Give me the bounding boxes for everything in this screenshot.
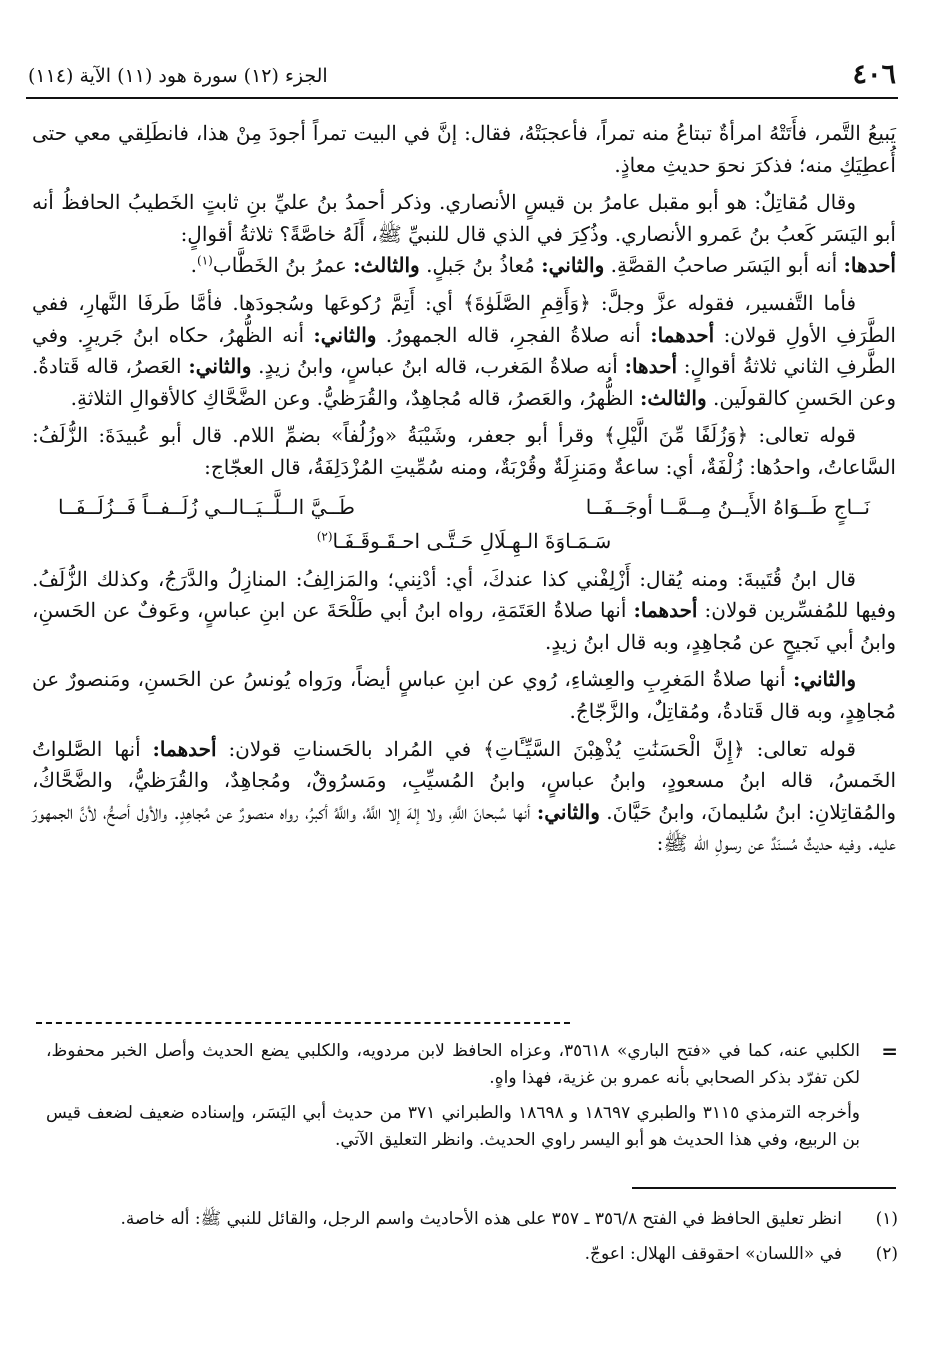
paragraph-4-text: قوله تعالى: ﴿وَزُلَفًا مِّنَ الَّيْلِ﴾ وقرأ أبو جعفر، وشَيْبَةُ «وزُلُفاً» بضمِّ اللام. قال أبو عُبيدَةَ: الزُّلَفُ: السَّاعاتُ، واحدُها: زُلْفَةٌ، أي: ساعةٌ ومَنزِلَةٌ وقُرْبَةٌ، ومنه سُمِّيتِ المُزْدَلِفَةُ، قال العجّاج: bbox=[32, 423, 896, 479]
paragraph-3 bbox=[32, 288, 896, 414]
p7-label-2: والثاني: bbox=[536, 799, 600, 824]
poem-line-2 bbox=[58, 524, 870, 558]
dashed-separator bbox=[36, 1022, 570, 1024]
label-third: والثالث: bbox=[353, 253, 420, 278]
p6-label: والثاني: bbox=[792, 667, 856, 692]
text-first: أنه أبو اليَسَر صاحبُ القصَّةِ. bbox=[604, 253, 844, 278]
p3-label-5: والثالث: bbox=[640, 385, 707, 410]
poem-line-1 bbox=[58, 490, 870, 524]
paragraph-2-text: وقال مُقاتِلٌ: هو أبو مقبل عامرُ بن قيسٍ الأنصاري. وذكر أحمدُ بنُ عليِّ بنِ ثابتٍ الخَطيبُ الحافظُ أنه أبو اليَسَر كَعبُ بنُ عَمرو الأنصاري. وذُكِرَ في الذي قال للنبيِّ ﷺ، أَلَهُ خاصَّةً؟ ثلاثةُ أقوالٍ: bbox=[32, 190, 896, 246]
footnote-ref-2[interactable]: (٢) bbox=[316, 528, 333, 543]
continued-note-2 bbox=[46, 1100, 898, 1154]
continued-footnote bbox=[46, 1038, 898, 1162]
footnote-ref-1[interactable]: (١) bbox=[197, 253, 213, 268]
p3-text-5: الظُّهرُ، والعَصرُ، قاله مُجاهِدٌ، والقُرَظيُّ. وعن الضَّحَّاكِ كالأقوالِ الثلاثةِ. bbox=[70, 385, 641, 410]
poem-hemistich-3: سَـمَـاوَةَ الـهِـلَالِ حَـتَّـى احـقَـوقَـفَـا bbox=[332, 528, 612, 553]
main-text bbox=[32, 118, 896, 866]
continued-note-1 bbox=[46, 1038, 898, 1092]
p3-text-3: أنه صلاةُ المَغرب، قاله ابنُ عباسٍ، وابنُ زيدٍ. bbox=[251, 354, 625, 379]
p3-text-4: العَصرُ، قاله قَتادةُ. وعن الحَسنِ كالقولَين. bbox=[32, 354, 896, 410]
paragraph-4 bbox=[32, 420, 896, 483]
footnote-2-number: (٢) bbox=[875, 1244, 898, 1264]
footnote-1-number: (١) bbox=[875, 1209, 898, 1229]
p3-label-2: والثاني: bbox=[313, 322, 377, 347]
poem bbox=[32, 490, 896, 558]
paragraph-2-end: . bbox=[190, 253, 198, 278]
paragraph-1 bbox=[32, 118, 896, 181]
p3-text-1: أنه صلاةُ الفجرِ، قاله الجمهورُ. bbox=[376, 322, 651, 347]
continued-note-2-text: وأخرجه الترمذي ٣١١٥ والطبري ١٨٦٩٧ و ١٨٦٩٨ والطبراني ٣٧١ من حديث أبي اليَسَر، وإسناده ضعيف لضعف قيس بن الربيع، وفي هذا الحديث هو أبو اليسر راوي الحديث. وانظر التعليق الآتي. bbox=[46, 1103, 860, 1150]
p5-intro: قال ابنُ قُتَيبةَ: ومنه يُقال: أَزْلِفْني كذا عندكَ، أي: أدْنِني؛ والمَزالِفُ: المنازِلُ والدَّرَجُ، وكذلك الزُّلَفُ. وفيها للمُفسِّرين قولان: bbox=[32, 566, 896, 623]
continued-note-1-text: الكلبي عنه، كما في «فتح الباري» ٣٥٦١٨، وعزاه الحافظ لابن مردويه، والكلبي يضع الحديث وأصل الخبر محفوظ، لكن تفرّد بذكر الصحابي بأنه عمرو بن غزية، فهذا واهٍ. bbox=[46, 1041, 860, 1088]
p5-text-1: أنها صلاةُ العَتَمَةِ، رواه ابنُ أبي طَلْحَةَ عن ابنِ عباسٍ، وعَوفٌ عن الحَسنِ، وابنُ أبي نَجيحٍ عن مُجاهِدٍ، وبه قال ابنُ زيدٍ. bbox=[32, 598, 896, 654]
paragraph-7 bbox=[32, 734, 896, 860]
p3-intro: فأما التَّفسير، فقوله عزَّ وجلَّ: ﴿وَأَقِمِ الصَّلَوٰةَ﴾ أي: أَتِمَّ رُكوعَها وسُجودَها. فأمَّا طَرفَا النَّهارِ، ففي الطَّرَفِ الأولِ قولان: bbox=[32, 290, 896, 347]
p7-text-1: أنها الصَّلواتُ الخَمسُ، قاله ابنُ مسعودٍ، وابنُ عباسٍ، وابنُ المُسيِّبِ، ومَسرُوقٌ، ومُجاهِدٌ، والقُرَظيُّ، والضَّحَّاكُ، والمُقاتِلانِ: ابنُ سُليمانَ، وابنُ حَيَّانَ. bbox=[32, 736, 897, 824]
poem-hemistich-1: نَــاجٍ طَــوَاهُ الأَيــنُ مِــمَّــا أوجَــفَــا bbox=[585, 494, 870, 519]
p3-label-4: والثاني: bbox=[188, 354, 252, 379]
poem-hemistich-2: طَــيَّ الــلَّــيَــالــي زُلَــفــاً فَــزُلَــفَــا bbox=[58, 494, 355, 519]
p3-label-1: أحدهما: bbox=[650, 322, 715, 347]
label-first: أحدها: bbox=[843, 253, 896, 278]
running-head: الجزء (١٢) سورة هود (١١) الآية (١١٤) bbox=[28, 65, 328, 87]
p7-intro: قوله تعالى: ﴿إِنَّ الْحَسَنَٰتِ يُذْهِبْنَ السَّيِّـَٔاتِ﴾ في المُراد بالحَسناتِ قولان: bbox=[216, 736, 856, 761]
footnote-2 bbox=[46, 1241, 898, 1268]
label-second: والثاني: bbox=[541, 253, 605, 278]
continuation-mark: = bbox=[881, 1039, 898, 1063]
paragraph-5 bbox=[32, 564, 896, 659]
p6-text: أنها صلاةُ المَغرِبِ والعِشاءِ، رُوي عن ابنِ عباسٍ أيضاً، ورَواه يُونسُ عن الحَسنِ، ومَنصورٌ عن مُجاهِدٍ، وبه قال قَتادةُ، ومُقاتِلٌ، والزَّجّاجُ. bbox=[32, 667, 896, 723]
text-second: مُعاذُ بنُ جَبلٍ. bbox=[419, 253, 542, 278]
p7-text-2: أنها سُبحانَ اللَّهِ، ولا إلهَ إلا اللَّهُ، واللَّهُ أكبرُ، رواه منصورٌ عن مُجاهِدٍ. والأول أصحُّ، لأنَّ الجمهورَ عليه. وفيه حديثٌ مُسنَدٌ عن رسولِ الله ﷺ: bbox=[32, 799, 896, 856]
text-third: عمرُ بنُ الخَطَّاب bbox=[212, 253, 354, 278]
p7-label-1: أحدهما: bbox=[152, 736, 217, 761]
footnote-1 bbox=[46, 1206, 898, 1233]
footnote-rule bbox=[632, 1187, 896, 1189]
page-header bbox=[28, 58, 896, 94]
p5-label-1: أحدهما: bbox=[633, 598, 698, 623]
page-number: ٤٠٦ bbox=[852, 59, 896, 90]
footnote-1-text: انظر تعليق الحافظ في الفتح ٣٥٦/٨ ـ ٣٥٧ على هذه الأحاديث واسم الرجل، والقائل للنبي ﷺ: أله خاصة. bbox=[120, 1209, 842, 1229]
footnote-2-text: في «اللسان» احقوقف الهلال: اعوجّ. bbox=[584, 1244, 842, 1264]
p3-text-2: أنه الظُّهرُ، حكاه ابنُ جَريرٍ. وفي الطَّرفِ الثاني ثلاثةُ أقوالٍ: bbox=[32, 322, 896, 379]
paragraph-1-text: يَبيعُ التَّمر، فأَتَتْهُ امرأةٌ تبتاعُ منه تمراً، فأعجبَتْهُ، فقال: إنَّ في البيت تمراً أجودَ مِنْ هذا، فانطَلِقي معي حتى أُعطِيَكِ منه؛ فذكرَ نحوَ حديثِ معاذٍ. bbox=[32, 121, 896, 177]
paragraph-6 bbox=[32, 664, 896, 727]
p3-label-3: أحدها: bbox=[624, 354, 678, 379]
footnotes bbox=[46, 1206, 898, 1276]
header-rule bbox=[26, 97, 898, 99]
paragraph-2 bbox=[32, 187, 896, 282]
